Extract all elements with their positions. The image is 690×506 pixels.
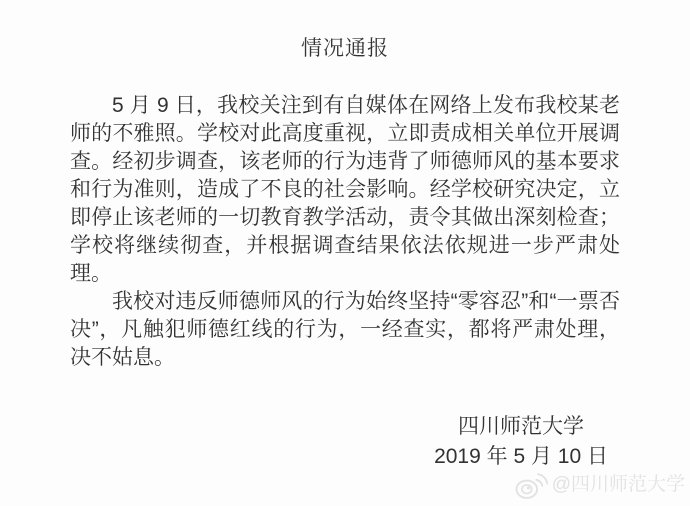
notice-paragraph: 5 月 9 日，我校关注到有自媒体在网络上发布我校某老师的不雅照。学校对此高度重视，立即责成相关单位开展调查。经初步调查，该老师的行为违背了师德师风的基本要求和行为准则，造成了不良的社会影响。经学校研究决定，立即停止该老师的一切教育教学活动，责令其做出深刻检查；学校将继续彻查，并根据调查结果依法依规进一步严肃处理。	[70, 94, 620, 285]
signature-date: 2019 年 5 月 10 日	[434, 445, 608, 468]
weibo-icon	[514, 470, 548, 500]
weibo-watermark	[514, 470, 685, 500]
document-body	[70, 92, 620, 372]
signature-block	[434, 412, 608, 472]
signature-organization: 四川师范大学	[458, 415, 585, 438]
watermark-text: @四川师范大学	[551, 474, 685, 495]
page-title: 情况通报	[301, 37, 389, 60]
notice-paragraph: 我校对违反师德师风的行为始终坚持“零容忍”和“一票否决”，凡触犯师德红线的行为，一经查实，都将严肃处理，决不姑息。	[70, 290, 620, 369]
